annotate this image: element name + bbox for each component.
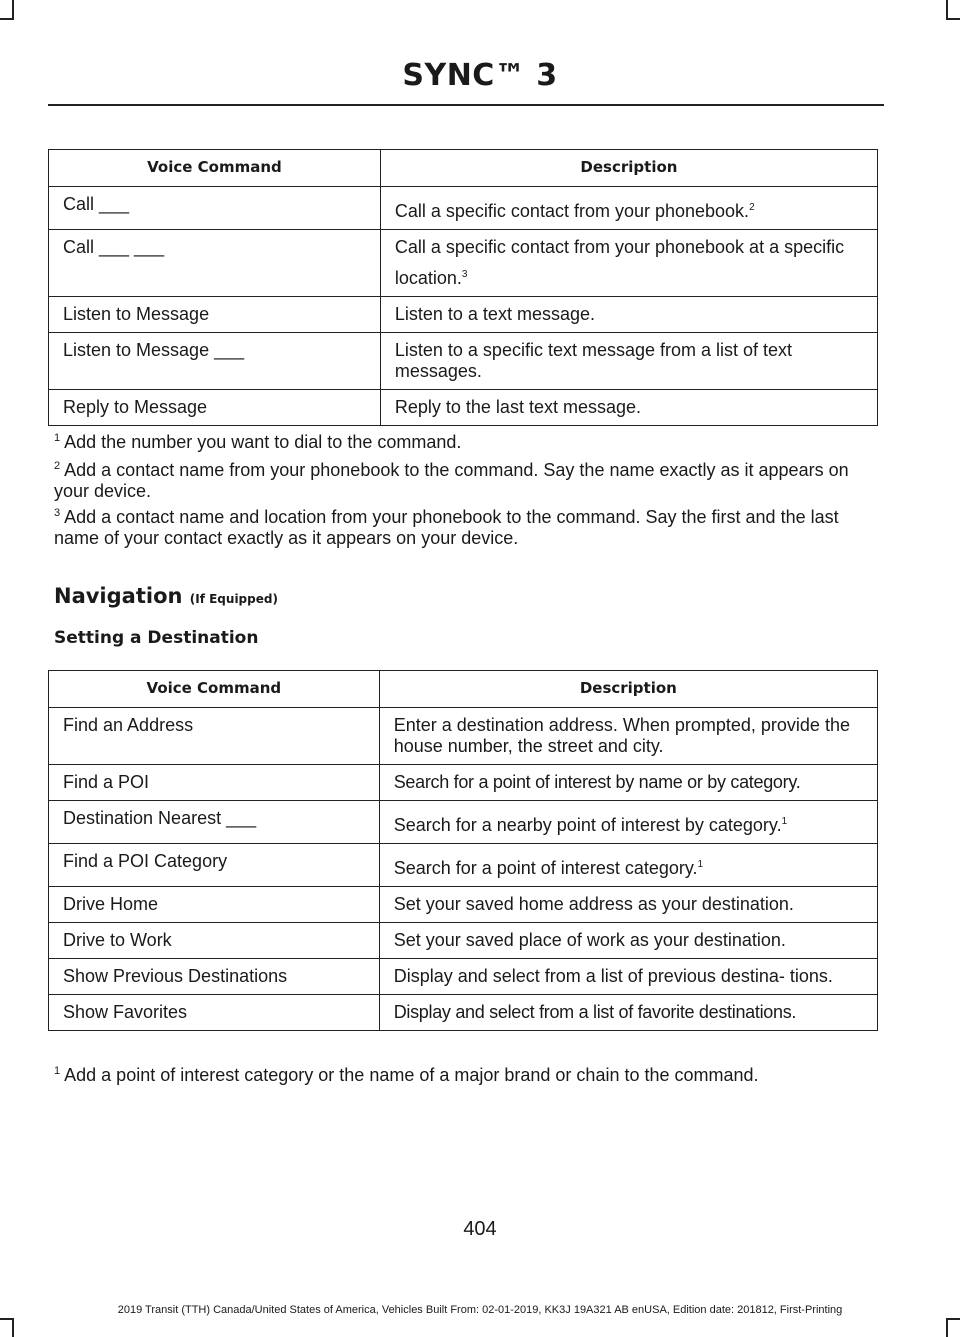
command-cell: Show Favorites [49,995,380,1031]
table-row [49,995,878,1031]
description-cell [379,708,877,765]
header-divider [48,104,884,106]
command-cell: Call ___ [49,187,381,230]
footnote [54,432,884,453]
footnote-ref: 3 [461,269,468,280]
crop-mark [0,18,14,20]
footnote-number: 1 [54,1065,61,1077]
footnote-ref: 1 [697,859,704,870]
crop-mark [12,1318,14,1337]
crop-mark [946,1318,948,1337]
column-header: Description [380,150,877,187]
description-text: Listen to a specific text message from a list of text messages. [394,340,793,381]
footnote-number: 3 [54,507,61,519]
description-cell [379,844,877,887]
table-row [49,297,878,333]
table-header-row [49,150,878,187]
command-cell: Listen to Message [49,297,381,333]
description-text: Search for a nearby point of interest by category. [393,815,782,835]
footnote [54,507,884,549]
page-number: 404 [463,1218,497,1240]
description-text: Set your saved place of work as your destination. [393,930,786,950]
footnote-ref: 1 [781,816,788,827]
crop-mark [0,1318,14,1320]
footnote-number: 2 [54,460,61,472]
crop-mark [946,18,960,20]
crop-mark [12,0,14,18]
footnote-number: 1 [54,432,61,444]
description-cell [379,765,877,801]
table-row [49,887,878,923]
description-text: Reply to the last text message. [394,397,641,417]
command-cell: Call ___ ___ [49,230,381,297]
table-row [49,708,878,765]
footnote-text: Add the number you want to dial to the command. [64,432,462,452]
command-cell: Find a POI Category [49,844,380,887]
column-header: Voice Command [49,150,381,187]
description-text: Display and select from a list of previous destina- tions. [393,966,833,986]
table-header-row [49,671,878,708]
description-text: Search for a point of interest by name or by category. [393,772,801,792]
navigation-voice-commands-table [48,670,878,1031]
description-text: Search for a point of interest category. [393,858,698,878]
footnote [54,460,884,502]
crop-mark [946,0,948,18]
column-header: Description [379,671,877,708]
description-cell [380,390,877,426]
command-cell: Find a POI [49,765,380,801]
description-cell [379,995,877,1031]
description-cell [379,887,877,923]
page-title: SYNC™ 3 [402,58,558,93]
section-heading [54,584,278,608]
command-cell: Show Previous Destinations [49,959,380,995]
command-cell: Drive to Work [49,923,380,959]
description-text: Call a specific contact from your phonebook at a specific location. [394,237,845,288]
table-row [49,187,878,230]
description-text: Set your saved home address as your destination. [393,894,794,914]
description-cell [379,959,877,995]
description-cell [379,923,877,959]
footnote [54,1065,884,1086]
footnote-ref: 2 [749,202,755,213]
description-text: Listen to a text message. [394,304,595,324]
section-title: Navigation [54,584,183,608]
description-cell [380,297,877,333]
footnote-text: Add a point of interest category or the name of a major brand or chain to the command. [64,1065,759,1085]
command-cell: Destination Nearest ___ [49,801,380,844]
footer-text: 2019 Transit (TTH) Canada/United States of America, Vehicles Built From: 02-01-2019, KK3J 19A321 AB enUSA, Edition date: 201812, First-Printing [117,1304,843,1316]
section-qualifier: (If Equipped) [189,592,278,606]
footnote-text: Add a contact name from your phonebook to the command. Say the name exactly as it appears on your device. [54,460,849,501]
description-cell [380,230,877,297]
table-row [49,765,878,801]
table-row [49,333,878,390]
description-cell [380,187,877,230]
table-row [49,844,878,887]
description-cell [380,333,877,390]
phone-voice-commands-table [48,149,878,426]
table-row [49,801,878,844]
table-row [49,230,878,297]
table-row [49,959,878,995]
command-cell: Drive Home [49,887,380,923]
column-header: Voice Command [49,671,380,708]
table-row [49,923,878,959]
command-cell: Find an Address [49,708,380,765]
description-text: Display and select from a list of favorite destinations. [393,1002,797,1022]
command-cell: Reply to Message [49,390,381,426]
footnote-text: Add a contact name and location from your phonebook to the command. Say the first and the last name of your contact exactly as it appears on your device. [54,507,839,548]
command-cell: Listen to Message ___ [49,333,381,390]
description-text: Call a specific contact from your phonebook. [394,201,750,221]
description-cell [379,801,877,844]
description-text: Enter a destination address. When prompted, provide the house number, the street and city. [393,715,850,756]
table-row [49,390,878,426]
subsection-heading: Setting a Destination [54,628,259,648]
crop-mark [946,1318,960,1320]
